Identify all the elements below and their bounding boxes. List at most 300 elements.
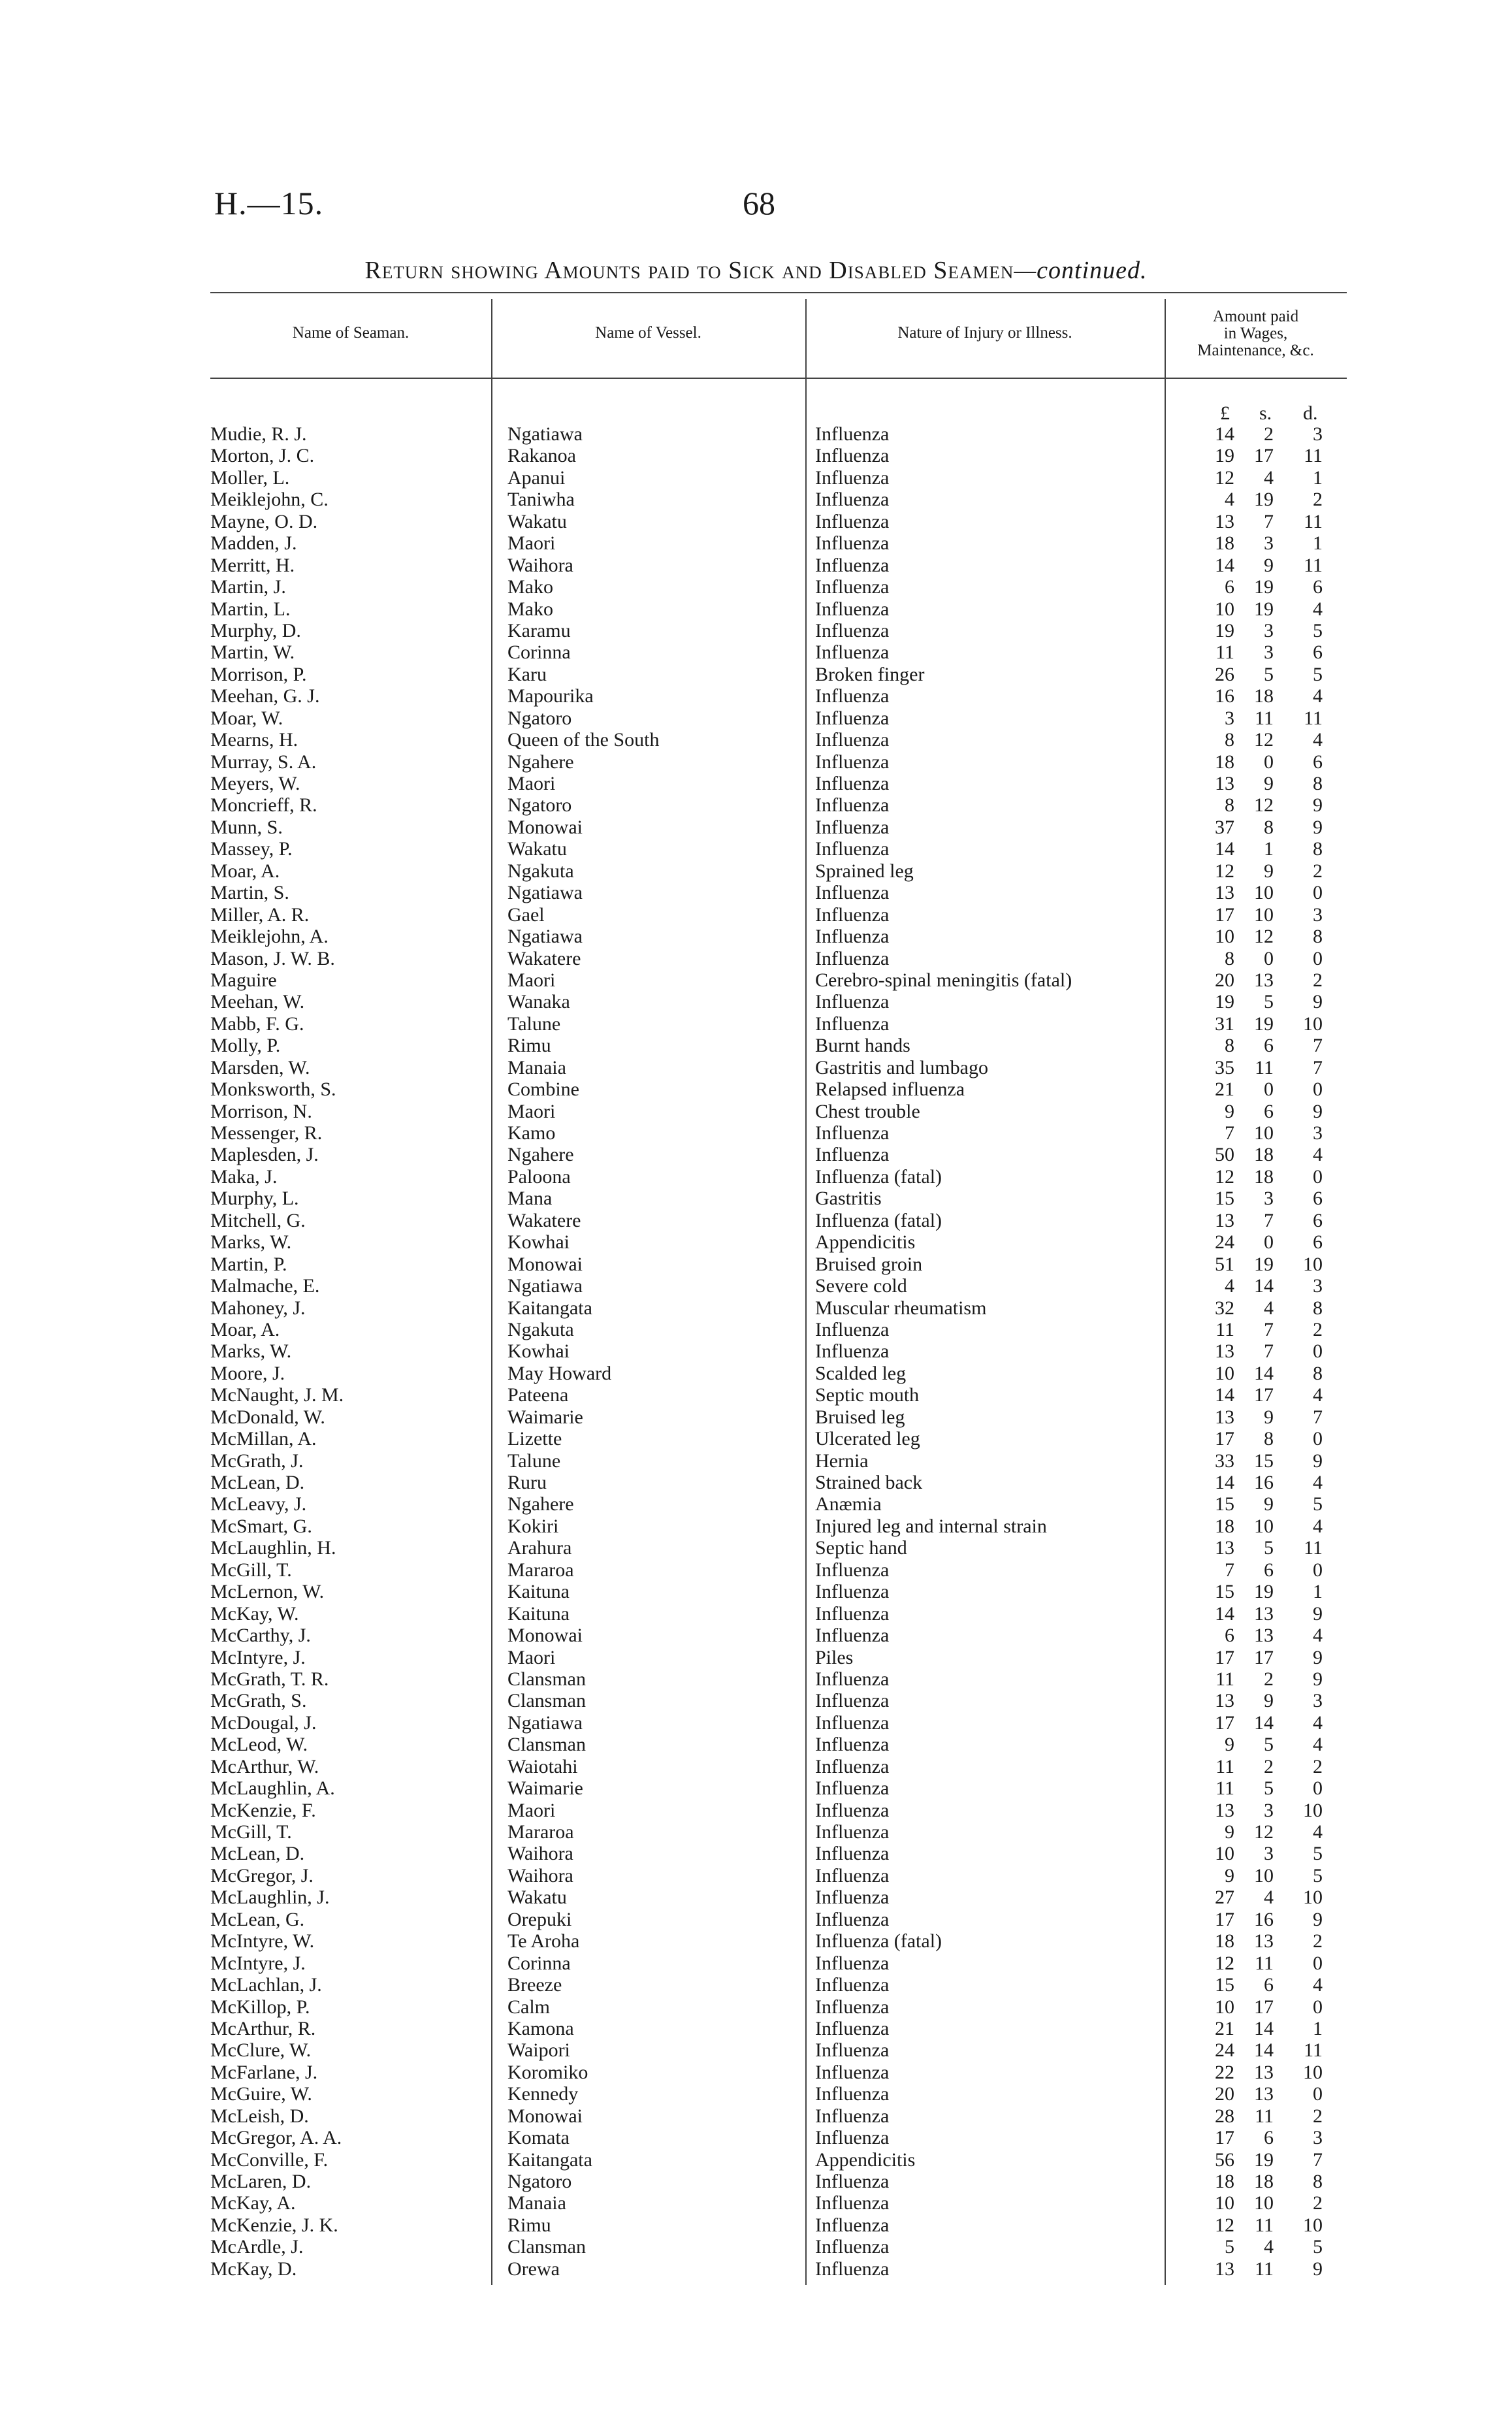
seaman-name: Mitchell, G. bbox=[210, 1209, 306, 1231]
injury-or-illness: Influenza bbox=[815, 1799, 890, 1821]
table-row bbox=[0, 2062, 1512, 2083]
amount-pounds: 8 bbox=[1225, 1035, 1234, 1057]
amount-pence: 4 bbox=[1313, 1821, 1323, 1843]
amount-shillings: 0 bbox=[1264, 1231, 1274, 1254]
amount-shillings: 19 bbox=[1254, 489, 1274, 511]
title-continued: —continued. bbox=[1014, 257, 1148, 284]
vessel-name: Kaituna bbox=[507, 1602, 570, 1625]
seaman-name: Martin, J. bbox=[210, 576, 286, 598]
injury-or-illness: Influenza bbox=[815, 838, 890, 860]
seaman-name: Marks, W. bbox=[210, 1340, 292, 1363]
vessel-name: Wakatere bbox=[507, 947, 581, 969]
amount-pence: 1 bbox=[1313, 532, 1323, 555]
amount-pounds: 15 bbox=[1215, 1493, 1234, 1515]
table-row bbox=[0, 1930, 1512, 1952]
amount-pence: 2 bbox=[1313, 1755, 1323, 1777]
amount-pounds: 9 bbox=[1225, 1734, 1234, 1756]
vessel-name: Ngatiawa bbox=[507, 882, 583, 904]
amount-pounds: 16 bbox=[1215, 685, 1234, 707]
vessel-name: Mako bbox=[507, 576, 553, 598]
amount-pounds: 9 bbox=[1225, 1821, 1234, 1843]
seaman-name: Marks, W. bbox=[210, 1231, 292, 1254]
vessel-name: Wakatu bbox=[507, 1887, 567, 1909]
amount-pence: 7 bbox=[1313, 1035, 1323, 1057]
amount-pounds: 8 bbox=[1225, 729, 1234, 751]
injury-or-illness: Influenza bbox=[815, 2039, 890, 2062]
amount-pence: 10 bbox=[1303, 1887, 1323, 1909]
vessel-name: Wanaka bbox=[507, 991, 570, 1013]
amount-pence: 6 bbox=[1313, 1188, 1323, 1210]
amount-pence: 4 bbox=[1313, 598, 1323, 620]
amount-pence: 5 bbox=[1313, 1493, 1323, 1515]
amount-shillings: 10 bbox=[1254, 882, 1274, 904]
vessel-name: Kowhai bbox=[507, 1231, 570, 1254]
amount-pounds: 17 bbox=[1215, 2127, 1234, 2149]
vessel-name: Pateena bbox=[507, 1384, 569, 1406]
amount-pounds: 13 bbox=[1215, 1537, 1234, 1559]
injury-or-illness: Influenza bbox=[815, 1690, 890, 1712]
amount-pence: 11 bbox=[1304, 707, 1323, 729]
seaman-name: Merritt, H. bbox=[210, 554, 295, 576]
table-row bbox=[0, 1909, 1512, 1930]
amount-pence: 4 bbox=[1313, 729, 1323, 751]
seaman-name: McLean, D. bbox=[210, 1472, 305, 1493]
amount-pence: 5 bbox=[1313, 619, 1323, 641]
header-top-rule bbox=[210, 292, 1347, 293]
amount-pounds: 26 bbox=[1215, 663, 1234, 685]
injury-or-illness: Septic mouth bbox=[815, 1384, 920, 1406]
amount-pounds: 12 bbox=[1215, 466, 1234, 489]
amount-pounds: 10 bbox=[1215, 1996, 1234, 2018]
amount-pence: 11 bbox=[1304, 2039, 1323, 2062]
amount-shillings: 5 bbox=[1264, 663, 1274, 685]
amount-pounds: 14 bbox=[1215, 1384, 1234, 1406]
amount-pounds: 13 bbox=[1215, 510, 1234, 532]
table-row bbox=[0, 2018, 1512, 2039]
vessel-name: Corinna bbox=[507, 641, 571, 664]
amount-pence: 8 bbox=[1313, 2171, 1323, 2192]
table-row bbox=[0, 751, 1512, 773]
amount-shillings: 13 bbox=[1254, 1625, 1274, 1647]
table-row bbox=[0, 1035, 1512, 1056]
table-row bbox=[0, 729, 1512, 751]
amount-pence: 10 bbox=[1303, 2214, 1323, 2236]
table-row bbox=[0, 948, 1512, 969]
injury-or-illness: Influenza bbox=[815, 2105, 890, 2127]
vessel-name: Paloona bbox=[507, 1165, 571, 1188]
vessel-name: Lizette bbox=[507, 1428, 562, 1450]
col-header-vessel: Name of Vessel. bbox=[595, 324, 701, 342]
seaman-name: McLean, G. bbox=[210, 1908, 305, 1930]
amount-shillings: 18 bbox=[1254, 1144, 1274, 1166]
amount-pence: 0 bbox=[1313, 1777, 1323, 1800]
amount-pence: 9 bbox=[1313, 1908, 1323, 1930]
amount-pence: 8 bbox=[1313, 1297, 1323, 1319]
amount-shillings: 16 bbox=[1254, 1472, 1274, 1493]
vessel-name: Wakatu bbox=[507, 510, 567, 532]
amount-shillings: 14 bbox=[1254, 1275, 1274, 1297]
table-row bbox=[0, 1690, 1512, 1711]
vessel-name: Koromiko bbox=[507, 2061, 588, 2083]
seaman-name: McIntyre, J. bbox=[210, 1646, 306, 1668]
table-row bbox=[0, 707, 1512, 729]
table-row bbox=[0, 598, 1512, 620]
amount-shillings: 3 bbox=[1264, 1843, 1274, 1865]
table-row bbox=[0, 2192, 1512, 2214]
table-row bbox=[0, 838, 1512, 860]
injury-or-illness: Influenza bbox=[815, 1908, 890, 1930]
amount-pounds: 21 bbox=[1215, 2017, 1234, 2039]
amount-pounds: 12 bbox=[1215, 860, 1234, 882]
amount-shillings: 11 bbox=[1255, 2258, 1274, 2280]
vessel-name: Orepuki bbox=[507, 1908, 572, 1930]
seaman-name: McIntyre, W. bbox=[210, 1930, 315, 1952]
seaman-name: Malmache, E. bbox=[210, 1275, 320, 1297]
seaman-name: Madden, J. bbox=[210, 532, 297, 555]
table-row bbox=[0, 2149, 1512, 2171]
seaman-name: McGregor, A. A. bbox=[210, 2127, 342, 2149]
amount-shillings: 12 bbox=[1254, 1821, 1274, 1843]
amount-pounds: 6 bbox=[1225, 1625, 1234, 1647]
amount-shillings: 6 bbox=[1264, 1559, 1274, 1581]
amount-pence: 8 bbox=[1313, 1362, 1323, 1384]
seaman-name: Martin, L. bbox=[210, 598, 291, 620]
injury-or-illness: Influenza bbox=[815, 1974, 890, 1996]
table-row bbox=[0, 969, 1512, 991]
vessel-name: Waipori bbox=[507, 2039, 570, 2062]
seaman-name: McMillan, A. bbox=[210, 1428, 317, 1450]
seaman-name: McKay, D. bbox=[210, 2258, 297, 2280]
injury-or-illness: Influenza bbox=[815, 1559, 890, 1581]
injury-or-illness: Influenza bbox=[815, 1318, 890, 1340]
vessel-name: Waihora bbox=[507, 1843, 573, 1865]
vessel-name: Waihora bbox=[507, 554, 573, 576]
table-row bbox=[0, 1712, 1512, 1734]
amount-pounds: 18 bbox=[1215, 532, 1234, 555]
amount-pence: 9 bbox=[1313, 1450, 1323, 1472]
amount-shillings: 12 bbox=[1254, 729, 1274, 751]
amount-pence: 0 bbox=[1313, 882, 1323, 904]
injury-or-illness: Influenza bbox=[815, 1996, 890, 2018]
amount-shillings: 4 bbox=[1264, 1297, 1274, 1319]
amount-shillings: 7 bbox=[1264, 510, 1274, 532]
table-row bbox=[0, 1319, 1512, 1340]
injury-or-illness: Influenza bbox=[815, 729, 890, 751]
amount-pounds: 10 bbox=[1215, 1843, 1234, 1865]
seaman-name: Moore, J. bbox=[210, 1362, 285, 1384]
table-row bbox=[0, 1078, 1512, 1100]
amount-pounds: 13 bbox=[1215, 1406, 1234, 1428]
amount-shillings: 10 bbox=[1254, 2192, 1274, 2214]
vessel-name: Ngahere bbox=[507, 751, 574, 773]
amount-shillings: 13 bbox=[1254, 969, 1274, 991]
vessel-name: Komata bbox=[507, 2127, 570, 2149]
seaman-name: McLeod, W. bbox=[210, 1734, 308, 1756]
table-row bbox=[0, 1777, 1512, 1799]
seaman-name: Martin, P. bbox=[210, 1253, 287, 1275]
amount-pounds: 5 bbox=[1225, 2236, 1234, 2258]
amount-pounds: 33 bbox=[1215, 1450, 1234, 1472]
amount-pence: 4 bbox=[1313, 1384, 1323, 1406]
amount-shillings: 2 bbox=[1264, 423, 1274, 445]
amount-pounds: 19 bbox=[1215, 991, 1234, 1013]
table-row bbox=[0, 2083, 1512, 2105]
table-row bbox=[0, 1210, 1512, 1231]
vessel-name: Kokiri bbox=[507, 1515, 559, 1537]
seaman-name: Mahoney, J. bbox=[210, 1297, 306, 1319]
amount-shillings: 12 bbox=[1254, 926, 1274, 948]
injury-or-illness: Broken finger bbox=[815, 663, 925, 685]
vessel-name: Monowai bbox=[507, 1625, 583, 1647]
amount-shillings: 10 bbox=[1254, 903, 1274, 926]
amount-pounds: 51 bbox=[1215, 1253, 1234, 1275]
injury-or-illness: Influenza bbox=[815, 685, 890, 707]
amount-pounds: 17 bbox=[1215, 1428, 1234, 1450]
seaman-name: Meehan, W. bbox=[210, 991, 305, 1013]
table-row bbox=[0, 1559, 1512, 1581]
seaman-name: McLeavy, J. bbox=[210, 1493, 307, 1515]
amount-shillings: 18 bbox=[1254, 1165, 1274, 1188]
amount-pence: 10 bbox=[1303, 1253, 1323, 1275]
amount-shillings: 15 bbox=[1254, 1450, 1274, 1472]
amount-shillings: 9 bbox=[1264, 1493, 1274, 1515]
amount-shillings: 17 bbox=[1254, 1384, 1274, 1406]
vessel-name: Ngatoro bbox=[507, 794, 572, 817]
amount-shillings: 5 bbox=[1264, 1777, 1274, 1800]
table-row bbox=[0, 1821, 1512, 1843]
table-row bbox=[0, 1800, 1512, 1821]
injury-or-illness: Appendicitis bbox=[815, 2148, 916, 2171]
page-number: 68 bbox=[743, 185, 775, 221]
table-row bbox=[0, 1974, 1512, 1996]
injury-or-illness: Influenza bbox=[815, 2192, 890, 2214]
seaman-name: Murphy, L. bbox=[210, 1188, 299, 1210]
injury-or-illness: Influenza bbox=[815, 707, 890, 729]
col-header-name: Name of Seaman. bbox=[292, 324, 410, 342]
seaman-name: McSmart, G. bbox=[210, 1515, 312, 1537]
amount-pounds: 31 bbox=[1215, 1012, 1234, 1035]
seaman-name: McGregor, J. bbox=[210, 1864, 314, 1887]
seaman-name: McLaughlin, A. bbox=[210, 1777, 335, 1800]
amount-pence: 9 bbox=[1313, 1100, 1323, 1122]
amount-shillings: 2 bbox=[1264, 1755, 1274, 1777]
vessel-name: Kennedy bbox=[507, 2083, 579, 2105]
amount-pounds: 10 bbox=[1215, 2192, 1234, 2214]
amount-pounds: 13 bbox=[1215, 773, 1234, 794]
amount-pence: 9 bbox=[1313, 794, 1323, 817]
seaman-name: Mearns, H. bbox=[210, 729, 298, 751]
injury-or-illness: Muscular rheumatism bbox=[815, 1297, 987, 1319]
seaman-name: Maguire bbox=[210, 969, 277, 991]
table-row bbox=[0, 555, 1512, 576]
amount-shillings: 19 bbox=[1254, 598, 1274, 620]
amount-shillings: 11 bbox=[1255, 1056, 1274, 1078]
amount-pounds: 9 bbox=[1225, 1864, 1234, 1887]
amount-pence: 5 bbox=[1313, 1864, 1323, 1887]
table-row bbox=[0, 794, 1512, 816]
amount-pounds: 3 bbox=[1225, 707, 1234, 729]
amount-pounds: 13 bbox=[1215, 1799, 1234, 1821]
vessel-name: Mararoa bbox=[507, 1821, 574, 1843]
amount-pounds: 37 bbox=[1215, 816, 1234, 838]
amount-pounds: 20 bbox=[1215, 2083, 1234, 2105]
amount-shillings: 14 bbox=[1254, 1362, 1274, 1384]
injury-or-illness: Burnt hands bbox=[815, 1035, 910, 1057]
amount-pence: 0 bbox=[1313, 947, 1323, 969]
amount-shillings: 3 bbox=[1264, 1799, 1274, 1821]
table-row bbox=[0, 1144, 1512, 1165]
seaman-name: McLean, D. bbox=[210, 1843, 305, 1865]
amount-shillings: 19 bbox=[1254, 576, 1274, 598]
vessel-name: Maori bbox=[507, 532, 556, 555]
seaman-name: McLaughlin, J. bbox=[210, 1887, 330, 1909]
amount-shillings: 10 bbox=[1254, 1122, 1274, 1144]
injury-or-illness: Influenza bbox=[815, 2236, 890, 2258]
amount-pounds: 18 bbox=[1215, 1930, 1234, 1952]
amount-shillings: 6 bbox=[1264, 1035, 1274, 1057]
amount-pence: 7 bbox=[1313, 1056, 1323, 1078]
injury-or-illness: Influenza bbox=[815, 641, 890, 664]
injury-or-illness: Anæmia bbox=[815, 1493, 882, 1515]
amount-pounds: 13 bbox=[1215, 882, 1234, 904]
table-row bbox=[0, 1472, 1512, 1493]
seaman-name: McLachlan, J. bbox=[210, 1974, 322, 1996]
amount-pence: 9 bbox=[1313, 991, 1323, 1013]
amount-pounds: 10 bbox=[1215, 598, 1234, 620]
amount-pounds: 14 bbox=[1215, 554, 1234, 576]
amount-pounds: 12 bbox=[1215, 1165, 1234, 1188]
vessel-name: Maori bbox=[507, 1646, 556, 1668]
injury-or-illness: Piles bbox=[815, 1646, 854, 1668]
amount-pence: 3 bbox=[1313, 2127, 1323, 2149]
seaman-name: McKenzie, J. K. bbox=[210, 2214, 338, 2236]
vessel-name: Monowai bbox=[507, 2105, 583, 2127]
table-row bbox=[0, 1668, 1512, 1690]
amount-pence: 8 bbox=[1313, 926, 1323, 948]
amount-shillings: 19 bbox=[1254, 1253, 1274, 1275]
vessel-name: Clansman bbox=[507, 1690, 586, 1712]
amount-shillings: 14 bbox=[1254, 2017, 1274, 2039]
amount-pounds: 12 bbox=[1215, 1952, 1234, 1974]
amount-pounds: 15 bbox=[1215, 1974, 1234, 1996]
seaman-name: McGrath, S. bbox=[210, 1690, 307, 1712]
vessel-name: Ngatoro bbox=[507, 2171, 572, 2192]
seaman-name: McArdle, J. bbox=[210, 2236, 304, 2258]
injury-or-illness: Hernia bbox=[815, 1450, 869, 1472]
amount-pounds: 17 bbox=[1215, 1908, 1234, 1930]
seaman-name: McKillop, P. bbox=[210, 1996, 310, 2018]
injury-or-illness: Severe cold bbox=[815, 1275, 907, 1297]
amount-pounds: 32 bbox=[1215, 1297, 1234, 1319]
table-row bbox=[0, 445, 1512, 466]
amount-shillings: 11 bbox=[1255, 2105, 1274, 2127]
table-row bbox=[0, 1625, 1512, 1646]
vessel-name: Monowai bbox=[507, 816, 583, 838]
injury-or-illness: Influenza bbox=[815, 1625, 890, 1647]
injury-or-illness: Cerebro-spinal meningitis (fatal) bbox=[815, 969, 1072, 991]
injury-or-illness: Influenza bbox=[815, 598, 890, 620]
amount-pounds: 12 bbox=[1215, 2214, 1234, 2236]
amount-pounds: 11 bbox=[1215, 1755, 1234, 1777]
seaman-name: McNaught, J. M. bbox=[210, 1384, 344, 1406]
table-row bbox=[0, 2258, 1512, 2280]
injury-or-illness: Influenza bbox=[815, 1144, 890, 1166]
amount-pounds: 10 bbox=[1215, 1362, 1234, 1384]
vessel-name: Wakatu bbox=[507, 838, 567, 860]
vessel-name: Manaia bbox=[507, 2192, 566, 2214]
seaman-name: Martin, S. bbox=[210, 882, 289, 904]
amount-pence: 0 bbox=[1313, 1340, 1323, 1363]
table-row bbox=[0, 2171, 1512, 2192]
seaman-name: McIntyre, J. bbox=[210, 1952, 306, 1974]
table-row bbox=[0, 1493, 1512, 1515]
seaman-name: Morrison, N. bbox=[210, 1100, 312, 1122]
amount-pence: 5 bbox=[1313, 2236, 1323, 2258]
amount-pence: 9 bbox=[1313, 2258, 1323, 2280]
seaman-name: McKay, A. bbox=[210, 2192, 296, 2214]
amount-pence: 0 bbox=[1313, 2083, 1323, 2105]
injury-or-illness: Gastritis bbox=[815, 1188, 882, 1210]
amount-shillings: 8 bbox=[1264, 816, 1274, 838]
seaman-name: Molly, P. bbox=[210, 1035, 281, 1057]
amount-pence: 7 bbox=[1313, 2148, 1323, 2171]
vessel-name: Ngatiawa bbox=[507, 1275, 583, 1297]
vessel-name: Ngakuta bbox=[507, 860, 574, 882]
injury-or-illness: Influenza bbox=[815, 466, 890, 489]
injury-or-illness: Influenza bbox=[815, 794, 890, 817]
amount-shillings: 18 bbox=[1254, 2171, 1274, 2192]
amount-pence: 10 bbox=[1303, 2061, 1323, 2083]
amount-pence: 9 bbox=[1313, 1646, 1323, 1668]
amount-pounds: 17 bbox=[1215, 1646, 1234, 1668]
amount-pounds: 17 bbox=[1215, 903, 1234, 926]
injury-or-illness: Influenza bbox=[815, 1122, 890, 1144]
seaman-name: Mabb, F. G. bbox=[210, 1012, 304, 1035]
seaman-name: Maplesden, J. bbox=[210, 1144, 319, 1166]
injury-or-illness: Influenza (fatal) bbox=[815, 1209, 942, 1231]
seaman-name: McGill, T. bbox=[210, 1821, 292, 1843]
amount-pence: 11 bbox=[1304, 445, 1323, 467]
vessel-name: Karu bbox=[507, 663, 547, 685]
vessel-name: Taniwha bbox=[507, 489, 575, 511]
table-row bbox=[0, 904, 1512, 926]
seaman-name: McDonald, W. bbox=[210, 1406, 325, 1428]
table-row bbox=[0, 1603, 1512, 1625]
amount-shillings: 16 bbox=[1254, 1908, 1274, 1930]
vessel-name: Monowai bbox=[507, 1253, 583, 1275]
vessel-name: Rakanoa bbox=[507, 445, 576, 467]
amount-pence: 4 bbox=[1313, 1472, 1323, 1493]
amount-shillings: 17 bbox=[1254, 1646, 1274, 1668]
seaman-name: McLaren, D. bbox=[210, 2171, 312, 2192]
col-header-amount-line3: Maintenance, &c. bbox=[1197, 342, 1314, 359]
injury-or-illness: Influenza bbox=[815, 1012, 890, 1035]
injury-or-illness: Influenza bbox=[815, 554, 890, 576]
table-row bbox=[0, 467, 1512, 489]
vessel-name: Combine bbox=[507, 1078, 579, 1101]
amount-pence: 10 bbox=[1303, 1799, 1323, 1821]
amount-shillings: 0 bbox=[1264, 947, 1274, 969]
amount-shillings: 6 bbox=[1264, 2127, 1274, 2149]
amount-shillings: 5 bbox=[1264, 991, 1274, 1013]
vessel-name: Maori bbox=[507, 1100, 556, 1122]
seaman-name: Monksworth, S. bbox=[210, 1078, 336, 1101]
shillings-header: s. bbox=[1259, 402, 1272, 424]
table-row bbox=[0, 1406, 1512, 1428]
amount-shillings: 9 bbox=[1264, 773, 1274, 794]
amount-pounds: 11 bbox=[1215, 1318, 1234, 1340]
vessel-name: Te Aroha bbox=[507, 1930, 580, 1952]
